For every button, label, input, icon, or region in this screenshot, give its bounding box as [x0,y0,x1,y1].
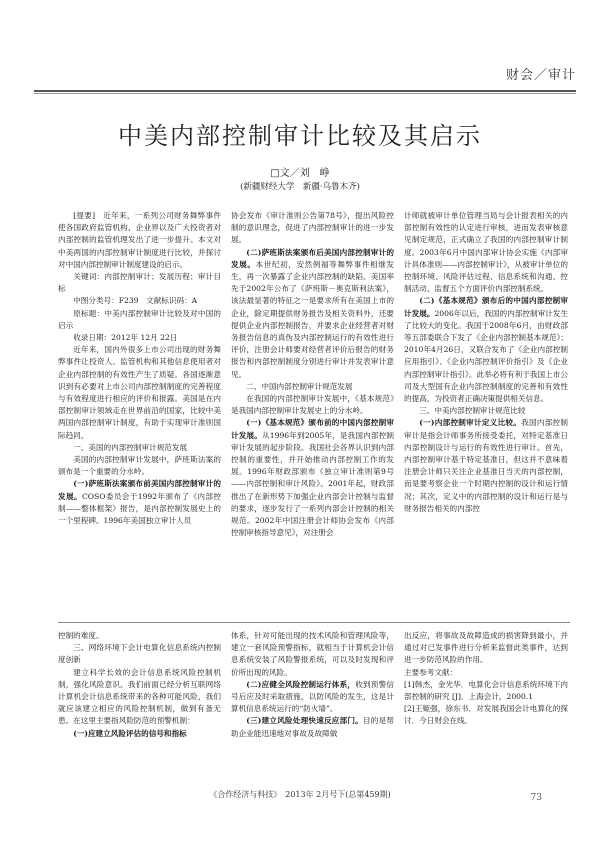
paragraph: 在我国的内部控制审计发展中，《基本规范》是我国内部控制审计发展史上的分水岭。 [231,394,394,416]
abstract: [提要] 近年来，一系列公司财务舞弊事件使各国政府监管机构、企业界以及广大投资者对内部控制的监管机理发出了进一步提升。本文对中美两国的内部控制审计制度进行比较，并探讨对中国内部控制审计制度建设的启示。 [58,211,221,269]
keywords: 关键词：内部控制审计；发展历程；审计目标 [58,272,221,294]
received-date: 收录日期：2012年 12月 22日 [73,333,178,343]
paragraph: 近年来，国内外很多上市公司出现的财务舞弊事件让投资人、监管机构和其他信息使用者对企业内部控制的有效性产生了质疑。各国逐渐意识到有必要对上市公司内部控制制度的完善程度与有效程度进行相应的评价和报露。美国是在内部控制审计领域走在世界前沿的国家，比较中美两国内部控制审计制度，有助于实现审计准则国际趋同。 [58,345,221,440]
original-title-note: 原标题：中美内部控制审计比较及对中国的启示 [58,308,221,330]
page-number: 73 [530,793,542,803]
column-2 [231,210,394,620]
paragraph: 体系，针对可能出现的技术风险和管理风险等，建立一套风险预警指标，就相当于计算机会计信息系统安装了风险警报系统，可以及时发现和评价所出现的风险。 [231,631,394,677]
subsection-heading: (二)应健全风险控制运行体系， [246,679,356,689]
references-title: 主要参考文献： [404,667,458,677]
bottom-column-1 [58,630,221,780]
paragraph: 收到预警信号后应及时采取措施，以防风险的发生，这是计算机信息系统运行的“防火墙”。 [231,679,394,714]
article-title: 中美内部控制审计比较及其启示 [118,122,482,150]
reference-item: [1]韩杰，金光华．电算化会计信息系统环境下内部控制的研究 [J]．上海会计，2000.1 [404,679,568,702]
column-1 [58,210,221,620]
paragraph: 从1996年到2005年，是我国内部控制审计发展的起步阶段。我国社会各界认识到内部控制的重要性，并开始推动内部控制工作的发展。1996年财政部颁布《独立审计准则第9号——内部控制和审计风险》。2001年起，财政部推出了在新形势下加强企业内部会计控制与监督的要求，逐步发行了一系列内部会计控制的相关规范。2002年中国注册会计师协会发布《内部控制审核指导意见》，对注册会 [231,430,394,538]
section-heading: 三、网络环境下会计电算化信息系统内控制度创新 [58,643,221,665]
classification: 中图分类号：F239 文献标识码：A [73,296,198,306]
subsection-heading: (三)建立风险处理快速反应部门。 [246,716,363,726]
paragraph: 本世纪初，安然例福等舞弊事件相继发生，再一次暴露了企业内部控制的缺陷。美国率先于2002年公布了《萨班斯－奥克斯利法案》，该法最显著的特征之一是要求所有在美国上市的企业，除定期提供财务报告及相关资料外，还要提供企业内部控制报告，并要求企业经营者对财务报告信息的真伪及内部控制运行的有效性进行评价，注册会计师要对经营者评价后报告的财务报告和内部控制制度分别进行审计并发表审计意见。 [231,259,394,379]
subsection-heading: (二)《基本规范》颁布后的中国内部控制审计发展。 [404,296,568,318]
reference-item: [2]王姬强，徐东书．对发展我国会计电算化的探讨．今日财会在线． [404,704,568,726]
bottom-column-3 [404,630,568,780]
header-rule [34,90,576,92]
paragraph: 控制的难度。 [58,631,104,640]
subsection-heading: (一)萨班斯法案颁布前美国内部控制审计的发展。 [58,479,221,501]
paragraph: 建立科学长效的会计信息系统风险控制机制，强化风险意识。我们前面已经分析互联网络计算机会计信息系统带来的各种可能风险，我们就应该建立相应的风险控制机制，做到有备无患。在这里主要指风险防范的预警机制： [58,667,221,726]
column-3 [404,210,568,620]
paragraph: COSO委员会于1992年颁布了《内部控制——整体框架》报告，是内部控制发展史上的一个里程碑。1996年美国独立审计人员 [58,491,221,526]
paragraph: 协会发布《审计准则公告第78号》，提出风险控制的意识理念，促进了内部控制审计的进一步发展。 [231,211,394,245]
author: □文／刘 峥 [270,168,330,179]
section-heading: 三、中美内部控制审计规范比较 [419,406,526,416]
section-label: 财会／审计 [505,68,576,83]
header-rule-thin [34,93,576,94]
bottom-column-2 [231,630,394,780]
paragraph: 我国内部控制审计是指会计师事务所接受委托，对特定基准日内部控制设计与运行的有效性进行审计。首先，内部控制审计基于特定基准日，但这并不意味着注册会计师只关注企业基准日当天的内部控制，而是要考察企业一个时期内控制的设计和运行情况；其次，定义中的内部控制的设计和运行是与财务报告相关的内部控 [404,418,568,513]
subsection-heading: (一)应建立风险评估的信号和指标 [73,728,187,738]
subsection-heading: (一)内部控制审计定义比较。 [419,418,522,428]
paragraph: 目的是帮助企业能迅速地对事故及故障做 [231,716,394,738]
journal-footer: 《合作经济与科技》 2013年 2月号下(总第459期) [209,790,391,799]
subsection-heading: (一)《基本规范》颁布前的中国内部控制审计发展。 [231,418,394,440]
divider [58,622,570,623]
affiliation: (新疆财经大学 新疆·乌鲁木齐) [240,182,360,192]
paragraph: 出反应，将事故及故障造成的损害降到最小，并通过对已发事件进行分析来监督此类事件，达到进一步防范风险的作用。 [404,631,568,665]
section-heading: 一、美国的内部控制审计规范发展 [73,442,188,452]
subsection-heading: (二)萨班斯法案颁布后美国内部控制审计的发展。 [231,247,394,269]
paragraph: 计师就被审计单位管理当局与会计报表相关的内部控制有效性的认定进行审核，进而发表审核意见制定规范，正式确立了我国的内部控制审计制度。2003年6月中国内部审计协会实施《内部审计具体准则——内部控制审计》，从被审计单位的控制环境、风险评估过程、信息系统和沟通、控制活动、监督五个方面评价内部控制系统。 [404,211,568,294]
section-heading: 二、中国内部控制审计规范发展 [246,381,353,391]
paragraph: 2006年以后，我国的内部控制审计发生了比较大的变化。我国于2008年6月，由财政部等五部委联合下发了《企业内部控制基本规范》；2010年4月26日，又联合发布了《企业内部控制应用指引》、《企业内部控制评价指引》及《企业内部控制审计指引》。此举必将有利于我国上市公司及大型国有企业内部控制制度的完善和有效性的提高，为投资者正确决策提供相关信息。 [404,308,568,404]
paragraph: 美国的内部控制审计发展中，萨班斯法案的颁布是一个重要的分水岭。 [58,455,221,477]
